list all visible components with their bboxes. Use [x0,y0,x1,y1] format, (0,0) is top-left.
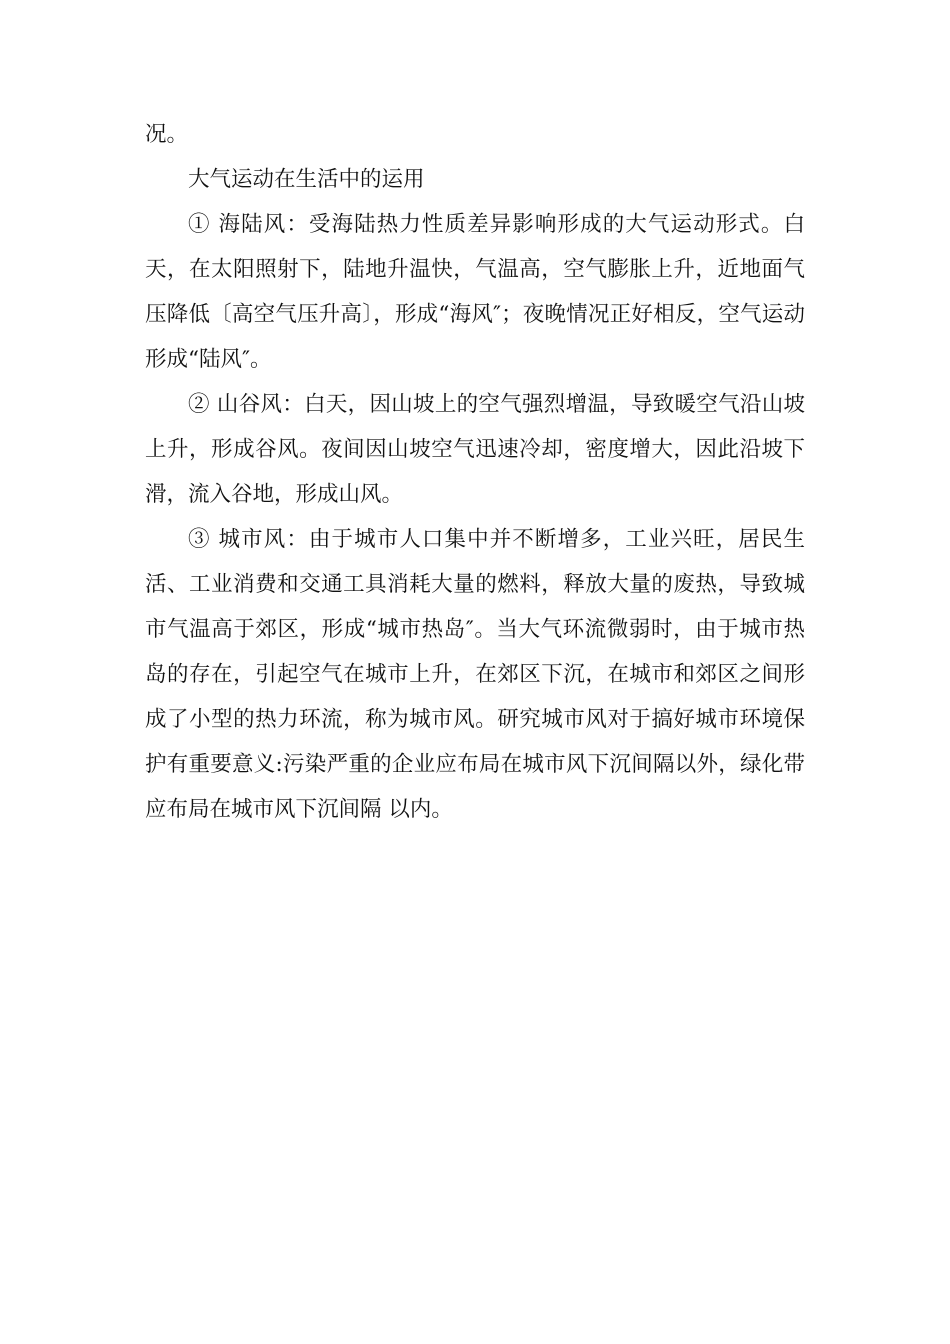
section-heading: 大气运动在生活中的运用 [188,167,425,192]
continuation-text: 况。 [145,122,189,147]
document-page [145,112,805,832]
paragraph-sea-land-breeze: ① 海陆风：受海陆热力性质差异影响形成的大气运动形式。白天，在太阳照射下，陆地升温快，气温高，空气膨胀上升，近地面气压降低〔高空气压升高〕，形成“海风″；夜晚情况正好相反，空气运动形成“陆风″。 [145,212,805,372]
paragraph-urban-breeze: ③ 城市风：由于城市人口集中并不断增多，工业兴旺，居民生活、工业消费和交通工具消耗大量的燃料，释放大量的废热，导致城市气温高于郊区，形成“城市热岛″。当大气环流微弱时，由于城市热岛的存在，引起空气在城市上升，在郊区下沉，在城市和郊区之间形成了小型的热力环流，称为城市风。研究城市风对于搞好城市环境保护有重要意义:污染严重的企业应布局在城市风下沉间隔以外，绿化带应布局在城市风下沉间隔 以内。 [145,527,805,822]
paragraph-mountain-valley-breeze: ② 山谷风：白天，因山坡上的空气强烈增温，导致暖空气沿山坡上升，形成谷风。夜间因山坡空气迅速冷却，密度增大，因此沿坡下滑，流入谷地，形成山风。 [145,392,805,507]
